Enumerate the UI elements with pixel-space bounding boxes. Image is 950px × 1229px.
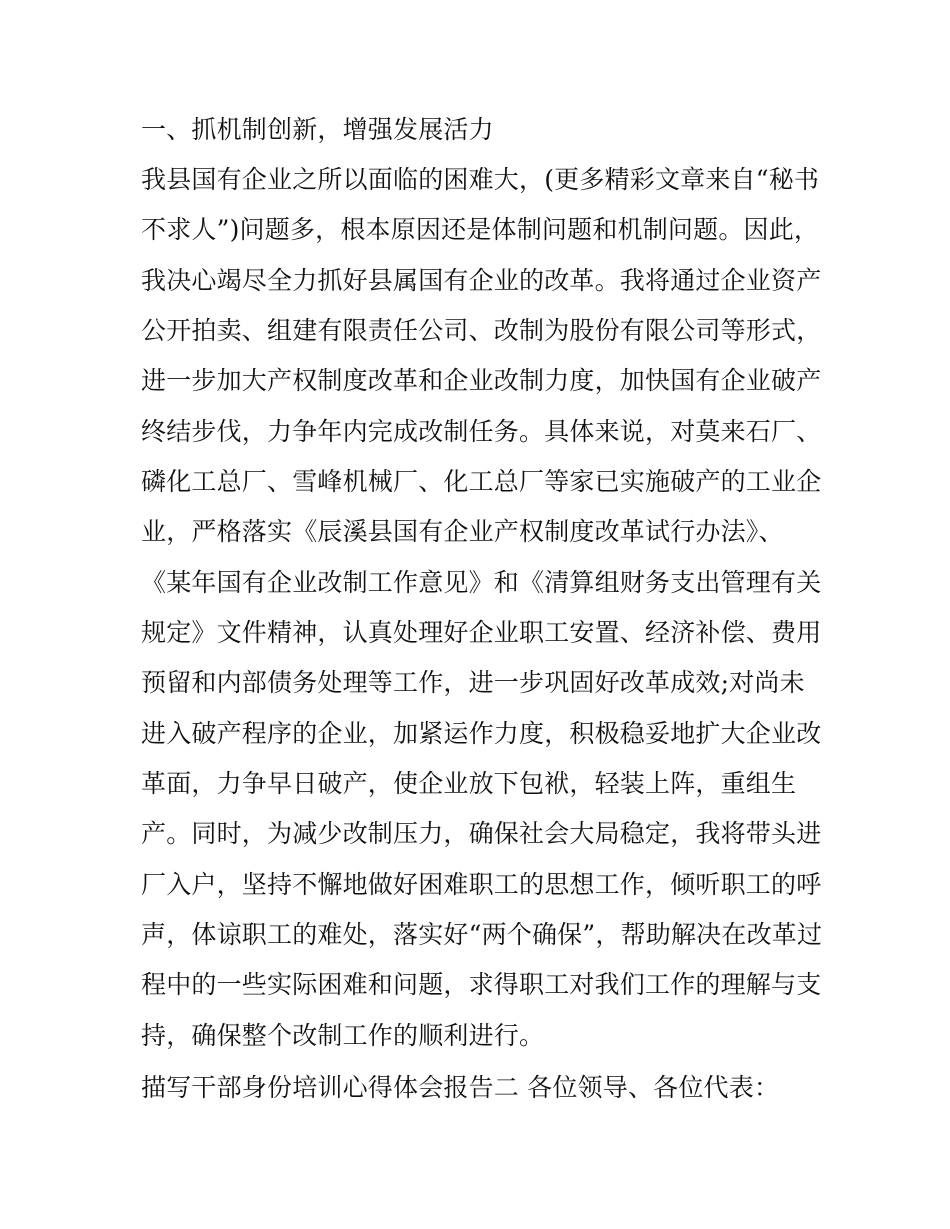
paragraph-line: 产。同时，为减少改制压力，确保社会大局稳定，我将带头进 <box>141 819 822 848</box>
paragraph-line: 我县国有企业之所以面临的困难大，(更多精彩文章来自“秘书 <box>141 165 820 194</box>
paragraph-line: 声，体谅职工的难处，落实好“两个确保”，帮助解决在改革过 <box>141 920 823 949</box>
paragraph-line: 程中的一些实际困难和问题，求得职工对我们工作的理解与支 <box>141 970 822 999</box>
paragraph-line: 进一步加大产权制度改革和企业改制力度，加快国有企业破产 <box>141 366 822 395</box>
paragraph-line: 公开拍卖、组建有限责任公司、改制为股份有限公司等形式， <box>141 316 822 345</box>
paragraph-line: 厂入户，坚持不懈地做好困难职工的思想工作，倾听职工的呼 <box>141 870 822 899</box>
paragraph-line: 预留和内部债务处理等工作，进一步巩固好改革成效;对尚未 <box>141 668 805 697</box>
paragraph-line: 业，严格落实《辰溪县国有企业产权制度改革试行办法》、 <box>141 517 784 546</box>
paragraph-line: 我决心竭尽全力抓好县属国有企业的改革。我将通过企业资产 <box>141 266 822 295</box>
paragraph-line: 规定》文件精神，认真处理好企业职工安置、经济补偿、费用 <box>141 618 822 647</box>
paragraph-line: 进入破产程序的企业，加紧运作力度，积极稳妥地扩大企业改 <box>141 719 822 748</box>
paragraph-line: 磷化工总厂、雪峰机械厂、化工总厂等家已实施破产的工业企 <box>141 467 822 496</box>
next-section-title: 描写干部身份培训心得体会报告二 各位领导、各位代表： <box>141 1073 780 1102</box>
paragraph-line: 持，确保整个改制工作的顺利进行。 <box>141 1021 545 1050</box>
paragraph-line: 不求人”)问题多，根本原因还是体制问题和机制问题。因此， <box>141 215 820 244</box>
paragraph-line: 革面，力争早日破产，使企业放下包袱，轻装上阵，重组生 <box>141 769 797 798</box>
paragraph-line: 《某年国有企业改制工作意见》和《清算组财务支出管理有关 <box>141 568 822 597</box>
paragraph-line: 终结步伐，力争年内完成改制任务。具体来说，对莫来石厂、 <box>141 417 822 446</box>
section-heading: 一、抓机制创新，增强发展活力 <box>141 115 494 144</box>
